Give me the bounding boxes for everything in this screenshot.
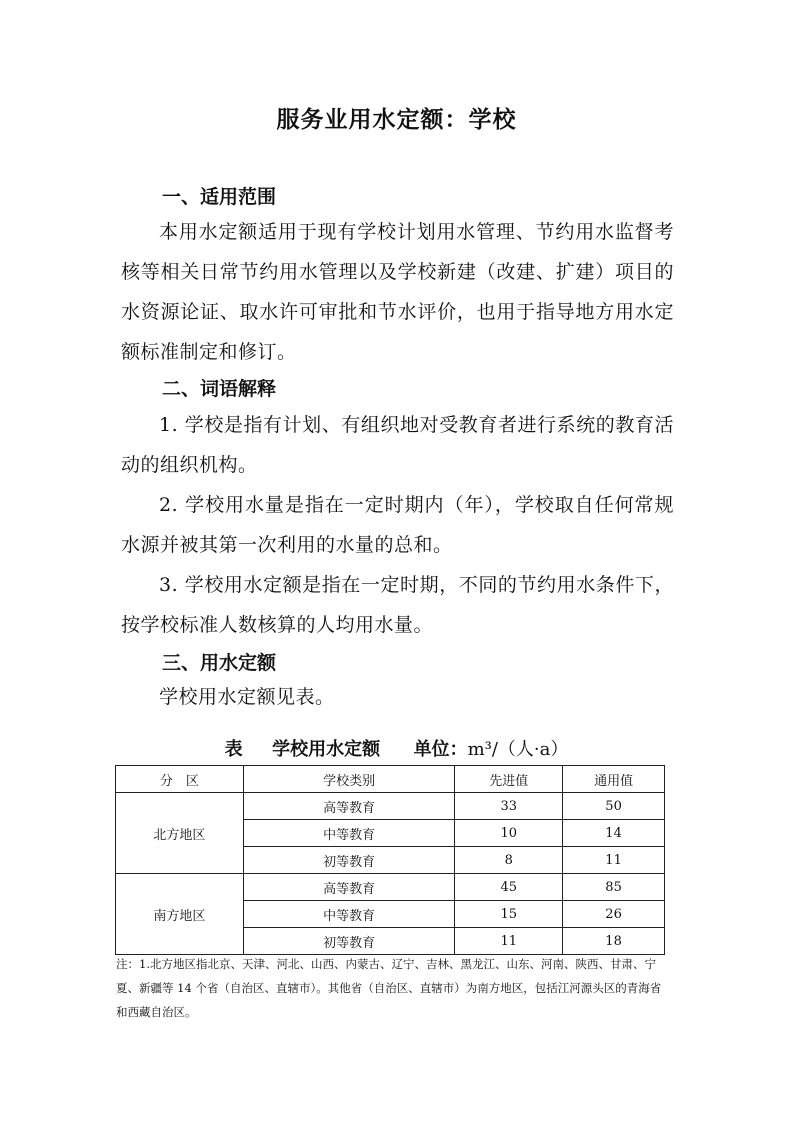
table-caption-unit-label: 单位： [413, 739, 468, 760]
region-cell: 北方地区 [116, 793, 244, 874]
advanced-value-cell: 45 [455, 874, 563, 901]
section-heading-scope: 一、适用范围 [162, 186, 277, 208]
general-value-cell: 11 [563, 847, 665, 874]
paragraph-quota: 学校用水定额见表。 [159, 686, 335, 708]
general-value-cell: 85 [563, 874, 665, 901]
general-value-cell: 26 [563, 901, 665, 928]
school-type-cell: 高等教育 [243, 874, 455, 901]
advanced-value-cell: 11 [455, 928, 563, 955]
header-general-value: 通用值 [563, 766, 665, 793]
paragraph-scope: 本用水定额适用于现有学校计划用水管理、节约用水监督考核等相关日常节约用水管理以及学校新建（改建、扩建）项目的水资源论证、取水许可审批和节水评价，也用于指导地方用水定额标准制定和修订。 [121, 221, 674, 363]
school-type-cell: 初等教育 [243, 847, 455, 874]
paragraph-definition-2: 2. 学校用水量是指在一定时期内（年），学校取自任何常规水源并被其第一次利用的水量的总和。 [121, 494, 674, 556]
table-header-row [116, 766, 665, 793]
table-row [116, 874, 665, 901]
school-type-cell: 高等教育 [243, 793, 455, 820]
paragraph-definition-1: 1. 学校是指有计划、有组织地对受教育者进行系统的教育活动的组织机构。 [121, 414, 674, 476]
advanced-value-cell: 33 [455, 793, 563, 820]
general-value-cell: 50 [563, 793, 665, 820]
general-value-cell: 14 [563, 820, 665, 847]
advanced-value-cell: 10 [455, 820, 563, 847]
header-advanced-value: 先进值 [455, 766, 563, 793]
table-caption-title: 学校用水定额 [272, 739, 381, 760]
paragraph-definition-3: 3. 学校用水定额是指在一定时期，不同的节约用水条件下，按学校标准人数核算的人均用水量。 [121, 574, 674, 636]
advanced-value-cell: 15 [455, 901, 563, 928]
document-title: 服务业用水定额：学校 [276, 107, 517, 133]
school-type-cell: 中等教育 [243, 820, 455, 847]
general-value-cell: 18 [563, 928, 665, 955]
school-type-cell: 初等教育 [243, 928, 455, 955]
header-region: 分 区 [116, 766, 244, 793]
table-footnote: 注：1.北方地区指北京、天津、河北、山西、内蒙古、辽宁、吉林、黑龙江、山东、河南、陕西、甘肃、宁夏、新疆等 14 个省（自治区、直辖市）。其他省（自治区、直辖市）为南方地区，包括江河源头区的青海省和西藏自治区。 [116, 957, 662, 1019]
header-school-type: 学校类别 [243, 766, 455, 793]
section-heading-quota: 三、用水定额 [162, 652, 277, 674]
region-cell: 南方地区 [116, 874, 244, 955]
table-caption-unit: m³/（人·a） [467, 739, 569, 760]
table-caption-label: 表 [224, 739, 243, 760]
advanced-value-cell: 8 [455, 847, 563, 874]
school-type-cell: 中等教育 [243, 901, 455, 928]
table-caption [0, 735, 793, 761]
section-heading-definitions: 二、词语解释 [162, 378, 277, 400]
table-row [116, 793, 665, 820]
water-quota-table [115, 765, 665, 955]
